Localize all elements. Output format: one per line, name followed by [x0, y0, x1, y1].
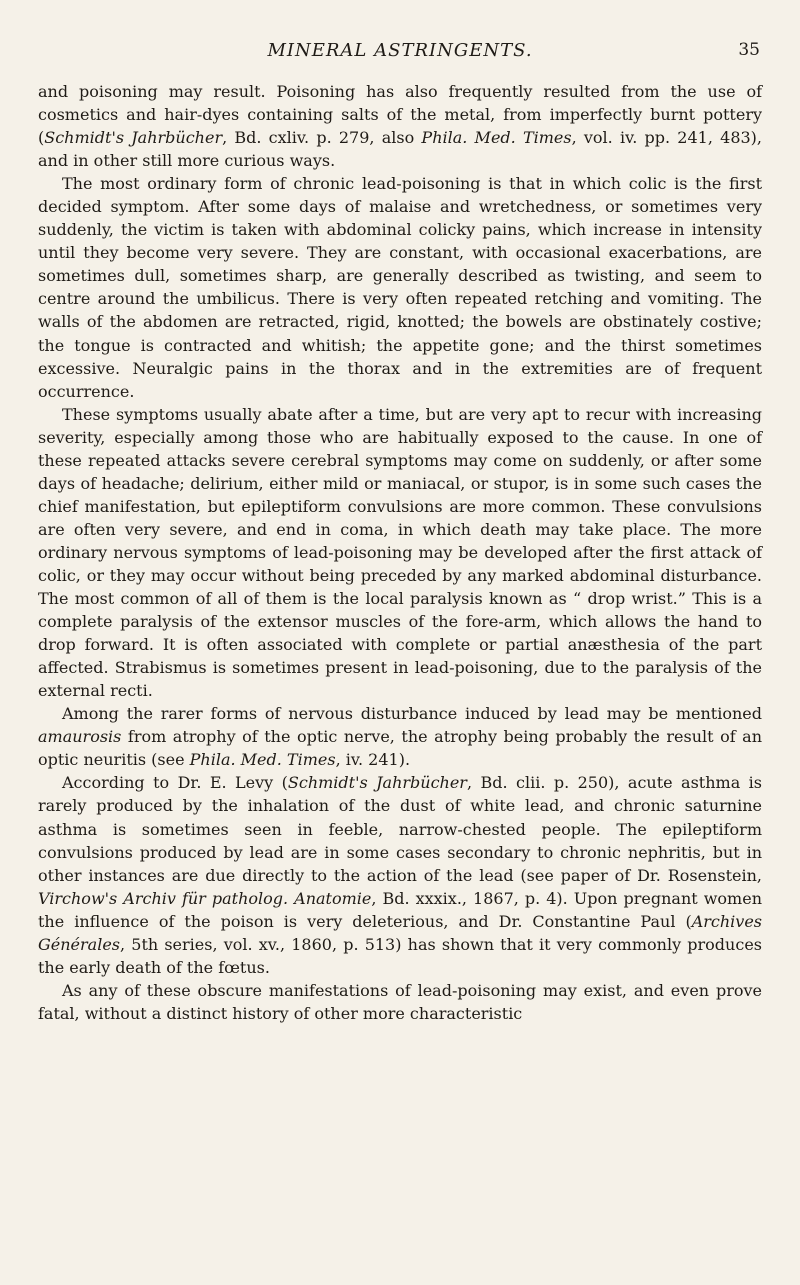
- italic-citation: Phila. Med. Times: [189, 750, 336, 770]
- paragraph: [38, 403, 762, 703]
- paragraph: [38, 979, 762, 1025]
- italic-citation: Schmidt's Jahrbücher: [44, 128, 223, 148]
- italic-citation: Phila. Med. Times: [421, 128, 572, 148]
- text-segment: from atrophy of the optic nerve, the atrophy being probably the result of an optic neuritis (see: [38, 727, 762, 770]
- italic-citation: amaurosis: [38, 727, 122, 747]
- text-segment: The most ordinary form of chronic lead-poisoning is that in which colic is the first decided symptom. After some days of malaise and wretchedness, or sometimes very suddenly, the victim is taken with abdominal colicky pains, which increase in intensity until they become very severe. They are constant, with occasional exacerbations, are sometimes dull, sometimes sharp, are generally described as twisting, and seem to centre around the umbilicus. There is very often repeated retching and vomiting. The walls of the abdomen are retracted, rigid, knotted; the bowels are obstinately costive; the tongue is contracted and whitish; the appetite gone; and the thirst sometimes excessive. Neuralgic pains in the thorax and in the extremities are of frequent occurrence.: [38, 174, 762, 401]
- text-segment: , Bd. xxxix., 1867, p. 4). Upon pregnant women the influence of the poison is very deleterious, and Dr. Constantine Paul (: [38, 888, 763, 931]
- paragraph: [38, 771, 762, 978]
- paragraph: [38, 80, 762, 172]
- text-segment: , iv. 241).: [335, 750, 411, 770]
- text-segment: , Bd. cxliv. p. 279, also: [222, 128, 422, 148]
- text-segment: , vol. iv. pp. 241, 483), and in other still more curious ways.: [38, 128, 763, 171]
- italic-citation: Virchow's Archiv für patholog. Anatomie: [38, 888, 372, 908]
- italic-citation: Archives Générales: [38, 911, 762, 954]
- page-number: 35: [738, 40, 760, 60]
- body-text: [38, 80, 762, 1025]
- paragraph: [38, 702, 762, 771]
- page-header: [40, 40, 760, 68]
- text-segment: , 5th series, vol. xv., 1860, p. 513) has shown that it very commonly produces the early death of the fœtus.: [38, 934, 762, 977]
- paragraph: [38, 172, 762, 402]
- text-segment: , Bd. clii. p. 250), acute asthma is rarely produced by the inhalation of the dust of white lead, and chronic saturnine asthma is sometimes seen in feeble, narrow-chested people. The epileptiform convulsions produced by lead are in some cases secondary to chronic nephritis, but in other instances are due directly to the action of the lead (see paper of Dr. Rosenstein,: [38, 773, 763, 885]
- text-segment: According to Dr. E. Levy (: [62, 773, 288, 793]
- text-segment: As any of these obscure manifestations of lead-poisoning may exist, and even prove fatal, without a distinct history of other more characteristic: [38, 980, 762, 1023]
- text-segment: These symptoms usually abate after a time, but are very apt to recur with increasing severity, especially among those who are habitually exposed to the cause. In one of these repeated attacks severe cerebral symptoms may come on suddenly, or after some days of headache; delirium, either mild or maniacal, or stupor, is in some such cases the chief manifestation, but epileptiform convulsions are more common. These convulsions are often very severe, and end in coma, in which death may take place. The more ordinary nervous symptoms of lead-poisoning may be developed after the first attack of colic, or they may occur without being preceded by any marked abdominal disturbance. The most common of all of them is the local paralysis known as “ drop wrist.” This is a complete paralysis of the extensor muscles of the fore-arm, which allows the hand to drop forward. It is often associated with complete or partial anæsthesia of the part affected. Strabismus is sometimes present in lead-poisoning, due to the paralysis of the external recti.: [38, 404, 762, 701]
- italic-citation: Schmidt's Jahrbücher: [287, 773, 467, 793]
- text-segment: Among the rarer forms of nervous disturbance induced by lead may be mentioned: [62, 704, 762, 724]
- text-segment: and poisoning may result. Poisoning has also frequently resulted from the use of cosmetics and hair-dyes containing salts of the metal, from imperfectly burnt pottery (: [38, 82, 762, 148]
- running-head: MINERAL ASTRINGENTS.: [267, 40, 533, 61]
